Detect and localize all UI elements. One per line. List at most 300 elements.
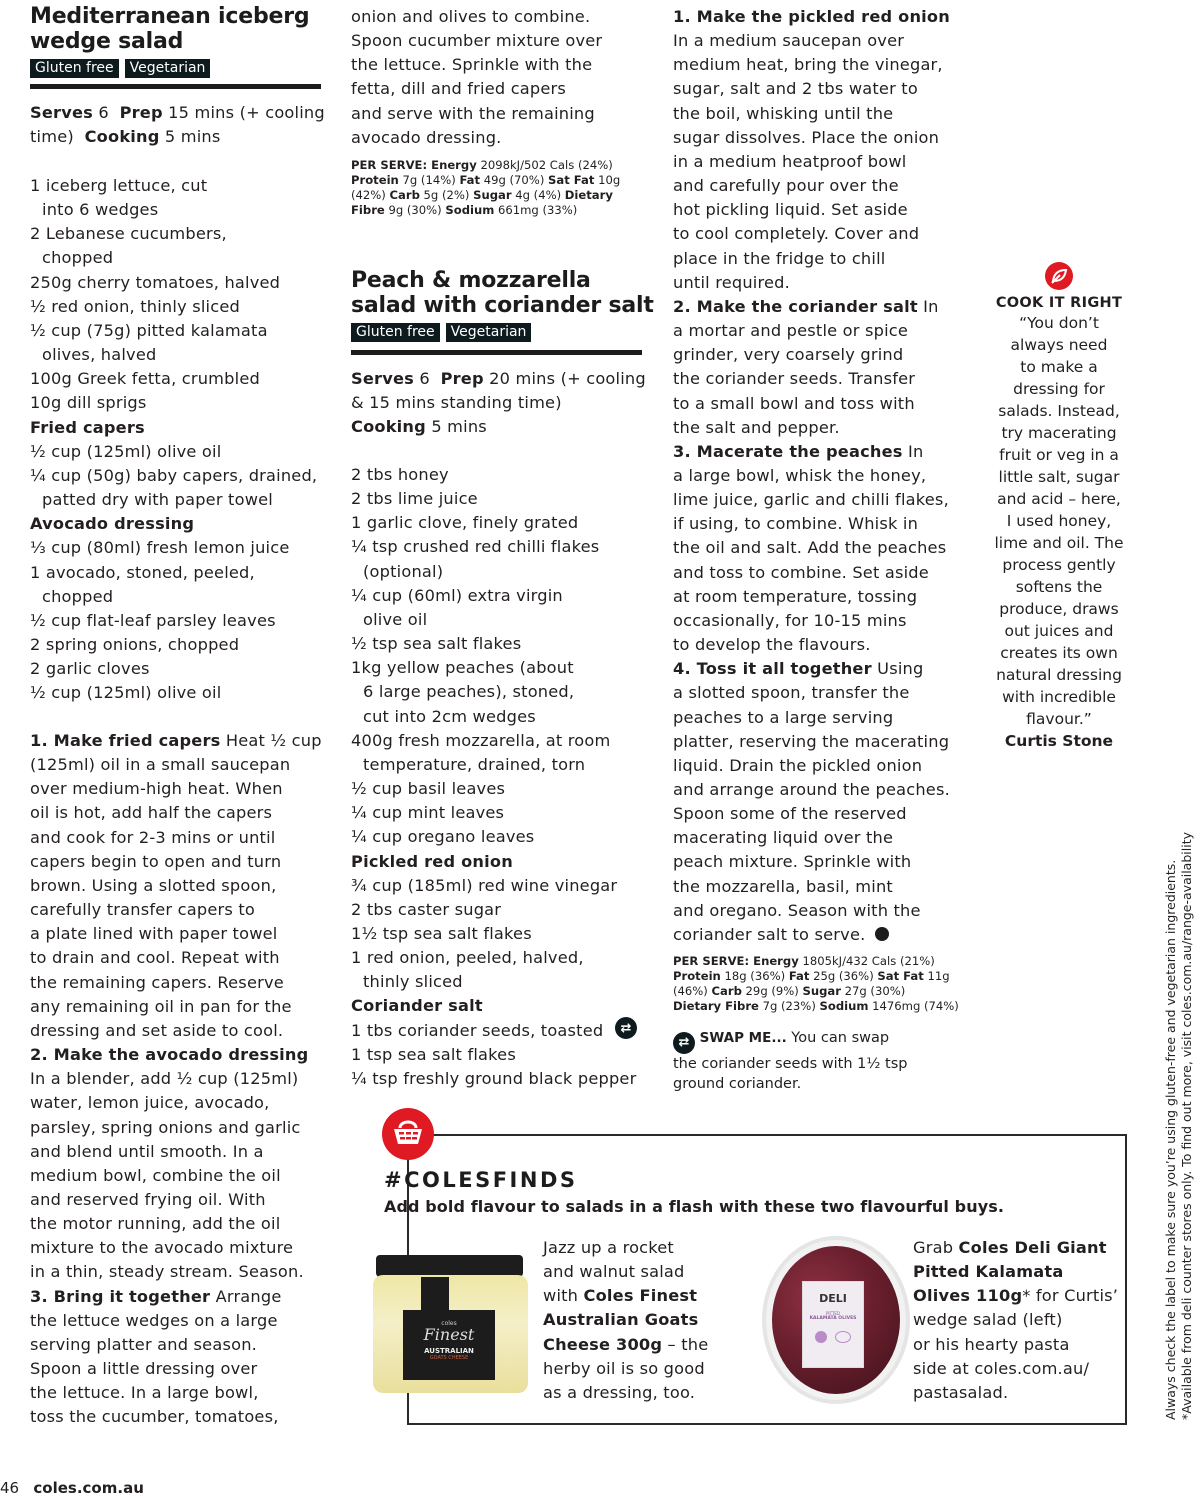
bold-text: Carb xyxy=(711,984,742,998)
method-line xyxy=(30,898,322,922)
method-line xyxy=(673,899,950,923)
text: 29g (9%) xyxy=(741,984,803,998)
ingredient-line: 1 iceberg lettuce, cut xyxy=(30,176,208,195)
ingredient-line: 2 Lebanese cucumbers, xyxy=(30,224,227,244)
jar-brand: coles xyxy=(441,1320,457,1327)
text: 10g xyxy=(594,173,621,187)
ingredient-line: ½ cup (75g) pitted kalamata xyxy=(30,320,268,340)
cooking-value: 5 mins xyxy=(431,417,487,437)
text-line xyxy=(543,1284,708,1308)
ingredient-line: ½ cup (125ml) olive oil xyxy=(30,683,222,703)
text: 4g (4%) xyxy=(511,188,565,202)
step-heading: 2. Make the avocado dressing xyxy=(30,1045,309,1065)
text-line xyxy=(351,173,620,188)
step-text: the boil, whisking until the xyxy=(673,103,894,123)
step-text: hot pickling liquid. Set aside xyxy=(673,200,908,220)
bold-text: Sat Fat xyxy=(548,173,595,187)
text: 9g (30%) xyxy=(384,203,446,217)
cooking-label: Cooking xyxy=(84,127,160,147)
recipe-2-divider xyxy=(351,350,642,355)
ingredient-line: 2 tbs honey xyxy=(351,465,449,484)
tip-line: with incredible xyxy=(1002,688,1116,706)
recipe-1-meta xyxy=(30,101,325,149)
method-line xyxy=(30,1164,322,1188)
tub-sub2: KALAMATA OLIVES xyxy=(809,1316,857,1321)
method-line xyxy=(673,875,950,899)
colesfinds-subheading: Add bold flavour to salads in a flash with these two flavourful buys. xyxy=(384,1197,1005,1216)
step-text: to a small bowl and toss with xyxy=(673,393,915,413)
method-line xyxy=(673,826,950,850)
ingredient-line: 1kg yellow peaches (about xyxy=(351,658,574,678)
method-line xyxy=(673,706,950,730)
bold-text: Coles Deli Giant xyxy=(958,1238,1107,1257)
text: wedge salad (left) xyxy=(913,1310,1063,1330)
method-line xyxy=(673,778,950,802)
tip-author: Curtis Stone xyxy=(1004,732,1114,750)
step-text: mixture to the avocado mixture xyxy=(30,1238,294,1258)
step-text: the motor running, add the oil xyxy=(30,1214,281,1234)
bold-text: Protein xyxy=(351,173,399,187)
method-line xyxy=(673,561,950,585)
step-text: platter, reserving the macerating xyxy=(673,731,950,751)
text-line xyxy=(913,1333,1118,1357)
disclaimer-line-1: Always check the label to make sure you’re using gluten-free and vegetarian ingredients. xyxy=(1163,859,1178,1420)
bold-text: Olives 110g xyxy=(913,1286,1023,1306)
ingredient-line: ½ cup basil leaves xyxy=(351,779,506,799)
text: 7g (14%) xyxy=(398,173,460,187)
method-line xyxy=(673,416,950,440)
text: 18g (36%) xyxy=(720,969,789,983)
method-line xyxy=(30,874,322,898)
text: Jazz up a rocket xyxy=(543,1238,674,1257)
method-line xyxy=(673,5,950,29)
step-text: the lettuce wedges on a large xyxy=(30,1310,278,1330)
bold-text: PER SERVE: Energy xyxy=(351,158,477,172)
step-heading: 4. Toss it all together xyxy=(673,659,872,679)
colesfinds-heading: #COLESFINDS xyxy=(384,1168,578,1192)
step-text: In xyxy=(902,441,924,461)
method-line xyxy=(673,923,950,947)
method-line: Spoon cucumber mixture over xyxy=(351,31,603,51)
serves-value: 6 xyxy=(419,369,430,388)
tip-line: produce, draws xyxy=(999,600,1119,618)
jar-sub2: GOATS CHEESE xyxy=(429,1355,469,1361)
text-line xyxy=(351,158,620,173)
text-line xyxy=(351,188,620,203)
method-line xyxy=(673,271,950,295)
tub-brand: DELI xyxy=(819,1292,847,1305)
tip-line: softens the xyxy=(1015,578,1103,596)
recipe-2-meta xyxy=(351,367,646,439)
method-line xyxy=(673,681,950,705)
method-line xyxy=(673,295,950,319)
recipe-2-method xyxy=(673,5,950,947)
ingredient-line: 2 tbs lime juice xyxy=(351,489,478,509)
serves-label: Serves xyxy=(30,103,93,122)
method-line xyxy=(673,77,950,101)
bold-text: Sodium xyxy=(445,203,495,217)
method-line xyxy=(30,1116,322,1140)
text: side at coles.com.au/ xyxy=(913,1358,1090,1378)
goats-cheese-jar-image xyxy=(373,1255,528,1395)
method-line xyxy=(673,609,950,633)
step-text: a large bowl, whisk the honey, xyxy=(673,465,927,485)
step-heading: 3. Bring it together xyxy=(30,1286,211,1306)
tag-vegetarian: Vegetarian xyxy=(446,323,532,342)
method-line xyxy=(673,343,950,367)
title-line: Peach & mozzarella xyxy=(351,268,591,293)
text-line xyxy=(673,969,959,984)
basket-icon xyxy=(382,1108,434,1160)
tip-line: dressing for xyxy=(1013,380,1105,398)
text: * for Curtis’ xyxy=(1022,1286,1119,1306)
method-line xyxy=(673,319,950,343)
method-line xyxy=(673,392,950,416)
step-text: place in the fridge to chill xyxy=(673,248,886,268)
recipe-2 xyxy=(351,268,654,342)
swap-me-note xyxy=(673,1028,953,1094)
tip-line: out juices and xyxy=(1004,622,1114,640)
method-line xyxy=(673,53,950,77)
method-line xyxy=(673,150,950,174)
step-text: and arrange around the peaches. xyxy=(673,780,950,799)
page-footer xyxy=(0,1479,144,1497)
bold-text: Protein xyxy=(673,969,721,983)
step-heading: 1. Make the pickled red onion xyxy=(673,7,950,26)
ingredient-line: 1 avocado, stoned, peeled, xyxy=(30,562,255,582)
bold-text: Fat xyxy=(459,173,481,187)
text: – the xyxy=(662,1334,709,1354)
text-line xyxy=(543,1236,708,1260)
step-text: parsley, spring onions and garlic xyxy=(30,1117,301,1137)
method-line xyxy=(30,1285,322,1309)
method-line xyxy=(673,488,950,512)
step-text: the remaining capers. Reserve xyxy=(30,972,284,992)
tip-line: process gently xyxy=(1002,556,1116,574)
method-line xyxy=(30,1333,322,1357)
tub-sub: PITTED xyxy=(825,1311,840,1316)
text: 49g (70%) xyxy=(480,173,549,187)
ingredient-line: ½ red onion, thinly sliced xyxy=(30,296,240,316)
ingredient-line: 1 garlic clove, finely grated xyxy=(351,513,579,533)
ingredient-subheading: Pickled red onion xyxy=(351,851,513,871)
step-text: In xyxy=(917,296,939,316)
text: (46%) xyxy=(673,984,712,998)
method-line xyxy=(30,971,322,995)
tip-heading: COOK IT RIGHT xyxy=(995,295,1123,311)
text-line xyxy=(913,1357,1118,1381)
step-text: In a medium saucepan over xyxy=(673,31,905,51)
cooking-label: Cooking xyxy=(351,417,426,437)
method-line xyxy=(673,29,950,53)
text: 25g (36%) xyxy=(809,969,878,983)
step-text: water, lemon juice, avocado, xyxy=(30,1093,270,1113)
text-line xyxy=(543,1308,708,1332)
page-number: 46 xyxy=(0,1479,20,1497)
tip-line: to make a xyxy=(1020,358,1098,376)
method-line xyxy=(673,198,950,222)
method-line xyxy=(30,1405,322,1429)
prep-label: Prep xyxy=(440,369,484,388)
text-line xyxy=(673,984,959,999)
method-line xyxy=(30,1357,322,1381)
text-line xyxy=(673,954,959,969)
text: with xyxy=(543,1286,584,1306)
footer-site[interactable]: coles.com.au xyxy=(33,1479,144,1497)
step-text: brown. Using a slotted spoon, xyxy=(30,875,277,895)
step-text: occasionally, for 10-15 mins xyxy=(673,610,907,630)
swap-label: SWAP ME... xyxy=(699,1030,787,1046)
ingredient-line: cut into 2cm wedges xyxy=(363,706,536,726)
prep-value-cont: & 15 mins standing time) xyxy=(351,393,562,413)
recipe-2-nutrition xyxy=(673,954,959,1014)
bold-text: Coles Finest xyxy=(583,1286,698,1306)
tip-line: always need xyxy=(1010,336,1108,354)
recipe-2-ingredients xyxy=(351,463,636,1091)
method-line: fetta, dill and fried capers xyxy=(351,79,567,99)
method-line xyxy=(673,464,950,488)
method-line: the lettuce. Sprinkle with the xyxy=(351,55,593,75)
recipe-1-title xyxy=(30,4,325,54)
leaf-badge-icon xyxy=(1045,262,1073,290)
swap-text: You can swap xyxy=(786,1030,890,1046)
ingredient-line: ½ cup (125ml) olive oil xyxy=(30,441,222,461)
bold-text: Dietary xyxy=(564,188,613,202)
method-line: onion and olives to combine. xyxy=(351,7,591,26)
bold-text: Australian Goats xyxy=(543,1310,699,1330)
bold-text: Carb xyxy=(389,188,420,202)
step-text: to drain and cool. Repeat with xyxy=(30,948,280,968)
method-line xyxy=(673,247,950,271)
method-line xyxy=(30,1140,322,1164)
text: 5g (2%) xyxy=(419,188,474,202)
bold-text: Sugar xyxy=(473,188,512,202)
step-text: and carefully pour over the xyxy=(673,176,899,196)
method-line xyxy=(30,729,322,753)
tag-gluten-free: Gluten free xyxy=(351,323,440,342)
prep-value: 20 mins (+ cooling xyxy=(489,369,646,388)
step-text: carefully transfer capers to xyxy=(30,900,255,920)
disclaimer-line-2: *Available from deli counter stores only. To find out more, visit coles.com.au/range-availability xyxy=(1179,832,1194,1420)
method-line xyxy=(673,850,950,874)
step-text: a mortar and pestle or spice xyxy=(673,321,909,341)
text: 661mg (33%) xyxy=(494,203,578,217)
ingredient-line: temperature, drained, torn xyxy=(363,754,586,774)
bold-text: Fat xyxy=(788,969,810,983)
step-text: Arrange xyxy=(210,1286,282,1306)
ingredient-line: 2 spring onions, chopped xyxy=(30,634,240,654)
title-line: Mediterranean iceberg xyxy=(30,4,310,29)
ingredient-line: ¼ tsp crushed red chilli flakes xyxy=(351,537,600,557)
step-text: In a blender, add ½ cup (125ml) xyxy=(30,1069,299,1089)
text: 7g (23%) xyxy=(758,999,820,1013)
ingredient-line: 6 large peaches), stoned, xyxy=(363,682,575,702)
method-line xyxy=(673,222,950,246)
end-dot-icon xyxy=(875,927,889,941)
text-line xyxy=(913,1260,1118,1284)
product-1-description xyxy=(543,1236,708,1405)
title-line: wedge salad xyxy=(30,29,184,54)
text: and walnut salad xyxy=(543,1262,685,1282)
bold-text: PER SERVE: Energy xyxy=(673,954,799,968)
ingredient-line: thinly sliced xyxy=(363,972,463,992)
ingredient-line: 2 garlic cloves xyxy=(30,659,150,679)
method-line xyxy=(30,777,322,801)
text: 27g (30%) xyxy=(840,984,906,998)
text: 11g xyxy=(923,969,950,983)
ingredient-line: ¼ cup (50g) baby capers, drained, xyxy=(30,465,318,485)
method-line xyxy=(30,1212,322,1236)
bold-text: Pitted Kalamata xyxy=(913,1262,1064,1282)
step-heading: 1. Make fried capers xyxy=(30,731,221,750)
jar-sub: AUSTRALIAN xyxy=(424,1347,474,1355)
swap-icon: ⇄ xyxy=(615,1017,637,1039)
ingredient-line: patted dry with paper towel xyxy=(42,490,273,510)
ingredient-line: 400g fresh mozzarella, at room xyxy=(351,730,611,750)
step-text: a plate lined with paper towel xyxy=(30,924,278,944)
method-line: avocado dressing. xyxy=(351,127,502,147)
step-text: dressing and set aside to cool. xyxy=(30,1020,284,1040)
text: pastasalad. xyxy=(913,1382,1009,1402)
text: 2098kJ/502 Cals (24%) xyxy=(476,158,613,172)
ingredient-subheading: Avocado dressing xyxy=(30,514,195,534)
step-text: at room temperature, tossing xyxy=(673,586,918,606)
method-line xyxy=(673,440,950,464)
method-line xyxy=(30,1091,322,1115)
method-line xyxy=(673,536,950,560)
text-line xyxy=(351,203,620,218)
step-text: the coriander seeds. Transfer xyxy=(673,369,916,389)
step-text: oil is hot, add half the capers xyxy=(30,803,273,823)
method-line xyxy=(30,850,322,874)
step-text: the mozzarella, basil, mint xyxy=(673,876,893,896)
tip-line: try macerating xyxy=(1001,424,1117,442)
serves-label: Serves xyxy=(351,369,414,388)
text: 1805kJ/432 Cals (21%) xyxy=(798,954,935,968)
tip-line: lime and oil. The xyxy=(994,534,1124,552)
step-text: peach mixture. Sprinkle with xyxy=(673,852,912,872)
ingredient-line: ½ cup flat-leaf parsley leaves xyxy=(30,610,276,630)
ingredient-line: ¼ cup (60ml) extra virgin xyxy=(351,585,563,605)
ingredient-line: olive oil xyxy=(363,609,428,629)
ingredient-line: 1 tbs coriander seeds, toasted xyxy=(351,1020,604,1040)
text-line xyxy=(913,1381,1118,1405)
tip-line: fruit or veg in a xyxy=(999,446,1119,464)
ingredient-line: ½ tsp sea salt flakes xyxy=(351,634,522,654)
recipe-1-method-continued xyxy=(351,5,602,150)
swap-icon: ⇄ xyxy=(673,1032,695,1054)
ingredient-line: into 6 wedges xyxy=(42,200,159,220)
tag-gluten-free: Gluten free xyxy=(30,59,119,78)
prep-label: Prep xyxy=(119,103,163,122)
ingredient-subheading: Coriander salt xyxy=(351,996,483,1016)
step-heading: 3. Macerate the peaches xyxy=(673,441,903,461)
bold-text: Sugar xyxy=(802,984,841,998)
method-line xyxy=(30,1381,322,1405)
bold-text: Fibre xyxy=(351,203,385,217)
method-line xyxy=(673,802,950,826)
tip-line: flavour.” xyxy=(1026,710,1092,728)
ingredient-line: (optional) xyxy=(363,561,444,581)
text-line xyxy=(673,999,959,1014)
text-line xyxy=(913,1308,1118,1332)
method-line xyxy=(30,995,322,1019)
method-line: and serve with the remaining xyxy=(351,103,595,123)
bold-text: Sodium xyxy=(819,999,869,1013)
jar-line: Finest xyxy=(423,1325,475,1344)
method-line xyxy=(673,657,950,681)
bold-text: Dietary Fibre xyxy=(673,999,759,1013)
swap-text: the coriander seeds with 1½ tsp xyxy=(673,1056,908,1072)
step-text: a slotted spoon, transfer the xyxy=(673,683,910,703)
swap-text: ground coriander. xyxy=(673,1076,802,1092)
step-text: to develop the flavours. xyxy=(673,635,871,655)
cooking-value: 5 mins xyxy=(164,127,221,147)
step-text: Using xyxy=(871,659,924,679)
method-line xyxy=(30,826,322,850)
ingredient-subheading: Fried capers xyxy=(30,417,145,437)
cook-it-right-tip xyxy=(988,262,1130,752)
step-text: macerating liquid over the xyxy=(673,828,894,848)
step-text: and cook for 2-3 mins or until xyxy=(30,827,276,847)
step-text: toss the cucumber, tomatoes, xyxy=(30,1407,279,1427)
recipe-2-title xyxy=(351,268,654,318)
step-text: until required. xyxy=(673,272,790,292)
step-text: liquid. Drain the pickled onion xyxy=(673,755,923,775)
step-text: and reserved frying oil. With xyxy=(30,1189,266,1209)
text: herby oil is so good xyxy=(543,1358,705,1378)
step-text: in a thin, steady stream. Season. xyxy=(30,1262,304,1282)
method-line xyxy=(673,174,950,198)
tip-line: I used honey, xyxy=(1006,512,1112,530)
step-text: and toss to combine. Set aside xyxy=(673,562,929,582)
step-text: Spoon some of the reserved xyxy=(673,804,907,824)
text: (42%) xyxy=(351,188,390,202)
step-text: over medium-high heat. When xyxy=(30,779,283,799)
step-text: grinder, very coarsely grind xyxy=(673,345,904,365)
step-text: the lettuce. In a large bowl, xyxy=(30,1383,259,1403)
method-line xyxy=(30,1188,322,1212)
method-line xyxy=(30,1019,322,1043)
tip-line: natural dressing xyxy=(996,666,1122,684)
ingredient-line: ⅓ cup (80ml) fresh lemon juice xyxy=(30,538,290,558)
ingredient-line: ¼ cup oregano leaves xyxy=(351,827,535,847)
ingredient-line: 1 tsp sea salt flakes xyxy=(351,1044,516,1064)
title-line: salad with coriander salt xyxy=(351,293,654,318)
text-line xyxy=(913,1284,1118,1308)
prep-value: 15 mins (+ cooling xyxy=(168,103,325,122)
text-line xyxy=(543,1333,708,1357)
ingredient-line: chopped xyxy=(42,586,114,606)
recipe-1-ingredients xyxy=(30,174,317,705)
step-text: medium bowl, combine the oil xyxy=(30,1165,281,1185)
step-text: any remaining oil in pan for the xyxy=(30,996,292,1016)
step-text: Heat ½ cup xyxy=(220,731,322,750)
recipe-1 xyxy=(30,4,325,78)
step-text: sugar dissolves. Place the onion xyxy=(673,127,940,147)
method-line xyxy=(673,102,950,126)
step-text: in a medium heatproof bowl xyxy=(673,151,907,171)
tip-line: salads. Instead, xyxy=(998,402,1120,420)
ingredient-line: 1 red onion, peeled, halved, xyxy=(351,948,584,968)
ingredient-line: ¼ cup mint leaves xyxy=(351,803,505,823)
step-text: sugar, salt and 2 tbs water to xyxy=(673,79,918,99)
text-line xyxy=(543,1381,708,1405)
recipe-1-tags xyxy=(30,57,325,78)
text: 1476mg (74%) xyxy=(868,999,959,1013)
step-text: and blend until smooth. In a xyxy=(30,1141,264,1161)
bold-text: Sat Fat xyxy=(877,969,924,983)
